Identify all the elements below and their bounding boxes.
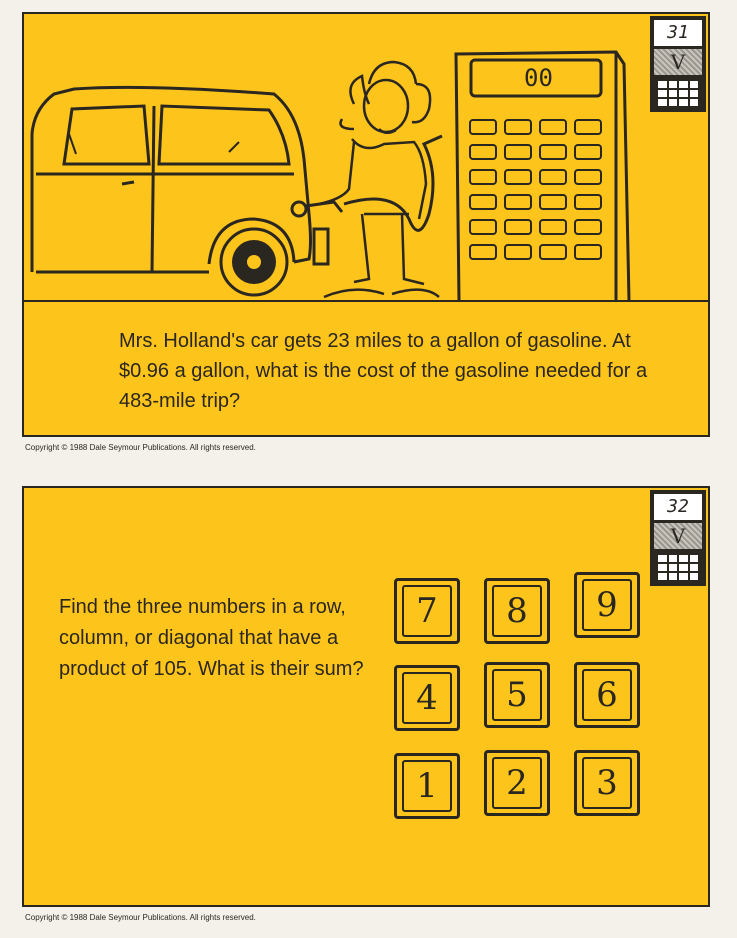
tile-digit: 5	[492, 669, 542, 721]
card-number: 32	[654, 494, 702, 520]
pump-display: 00	[524, 64, 553, 92]
pump-keypad	[469, 119, 609, 260]
number-tile	[574, 662, 640, 728]
number-tile	[394, 578, 460, 644]
number-tile	[574, 750, 640, 816]
number-tile-grid	[394, 578, 654, 833]
number-tile	[484, 662, 550, 728]
number-tile	[394, 665, 460, 731]
tile-digit: 9	[582, 579, 632, 631]
calculator-grid-icon	[654, 553, 702, 582]
card-number: 31	[654, 20, 702, 46]
card-badge	[650, 490, 706, 586]
tile-digit: 7	[402, 585, 452, 637]
tile-digit: 4	[402, 672, 452, 724]
tile-digit: 1	[402, 760, 452, 812]
tile-digit: 8	[492, 585, 542, 637]
copyright-text: Copyright © 1988 Dale Seymour Publications. All rights reserved.	[25, 913, 256, 922]
number-tile	[484, 750, 550, 816]
number-tile	[484, 578, 550, 644]
tile-digit: 3	[582, 757, 632, 809]
number-tile	[574, 572, 640, 638]
problem-text: Find the three numbers in a row, column, or diagonal that have a product of 105. What is their sum?	[59, 596, 364, 680]
tile-digit: 6	[582, 669, 632, 721]
person-icon	[319, 62, 439, 297]
car-icon	[32, 87, 311, 272]
problem-text: Mrs. Holland's car gets 23 miles to a gallon of gasoline. At $0.96 a gallon, what is the cost of the gasoline needed for a 483-mile trip?	[119, 330, 648, 412]
calculator-grid-icon	[654, 79, 702, 108]
problem-card-32	[22, 486, 710, 907]
number-tile	[394, 753, 460, 819]
car-wheel-icon	[221, 229, 287, 295]
card-level: V	[654, 523, 702, 549]
copyright-text: Copyright © 1988 Dale Seymour Publications. All rights reserved.	[25, 443, 256, 452]
card-level: V	[654, 49, 702, 75]
tile-digit: 2	[492, 757, 542, 809]
ground-line	[24, 300, 708, 302]
card-badge	[650, 16, 706, 112]
problem-card-31	[22, 12, 710, 437]
fuel-nozzle-icon	[292, 136, 442, 264]
